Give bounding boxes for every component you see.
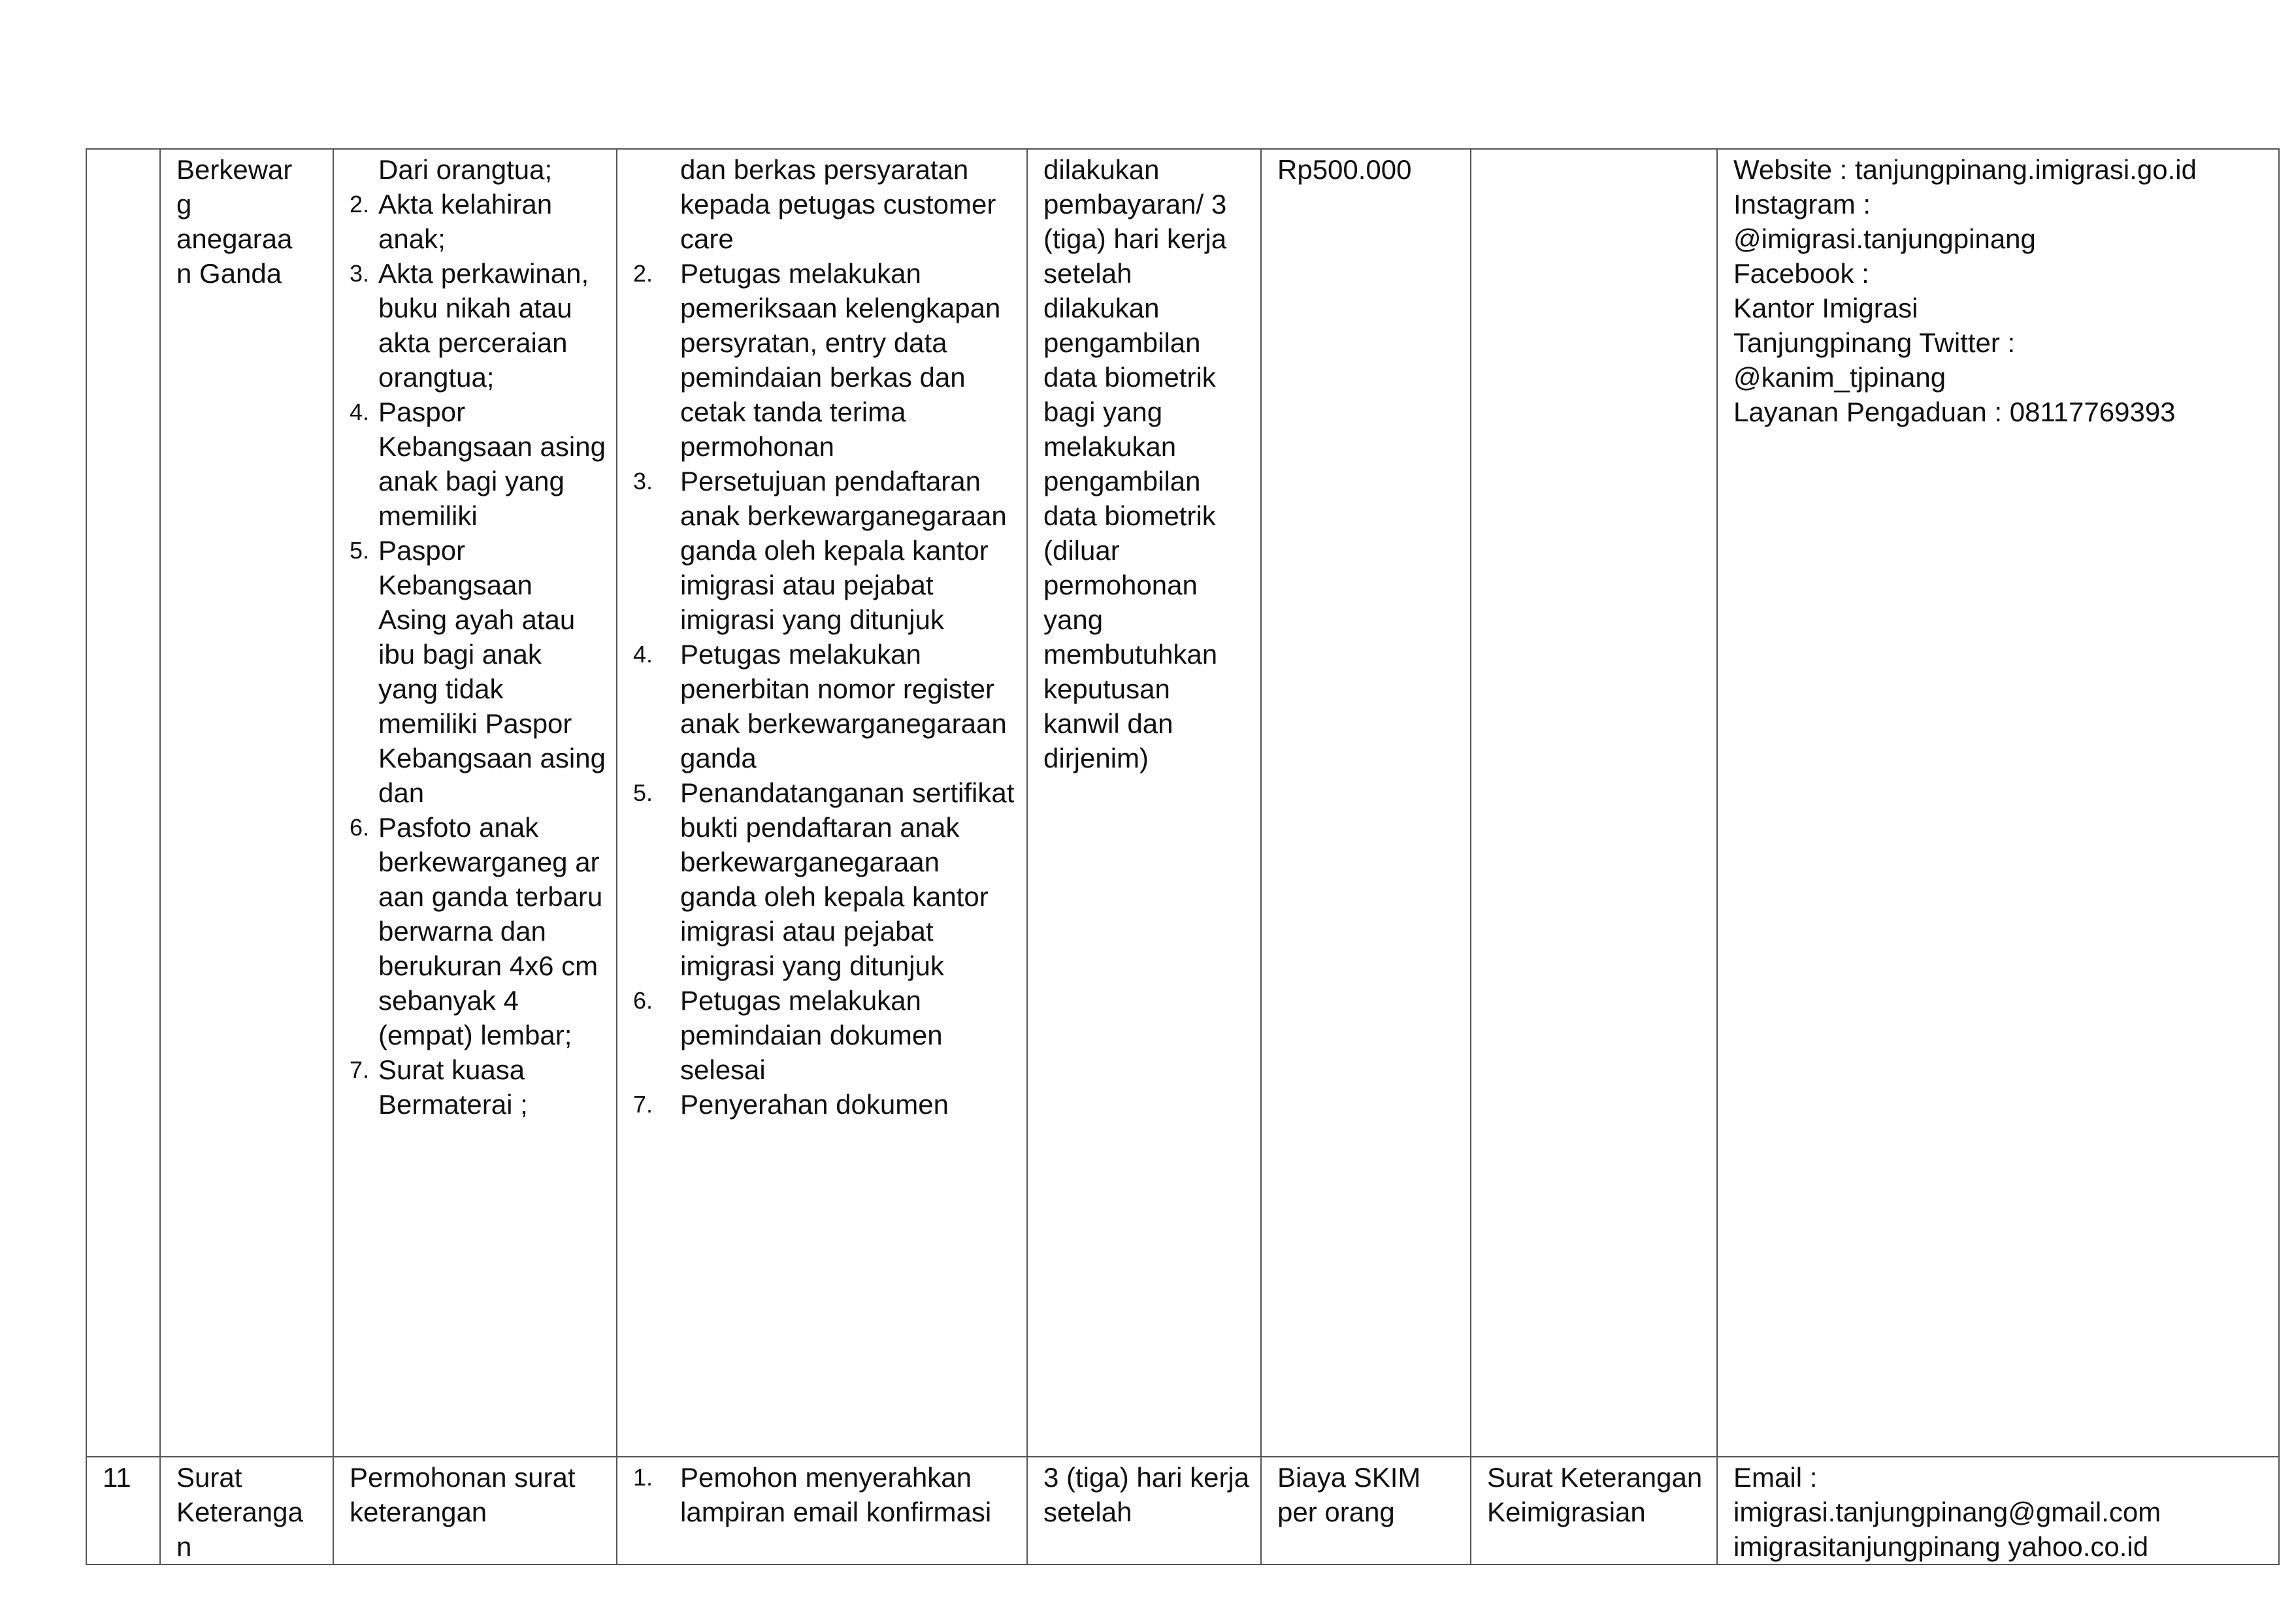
row-number-cell — [86, 149, 160, 1457]
processing-time-cell — [1027, 1457, 1261, 1565]
list-number: 1. — [633, 1464, 653, 1491]
list-item — [633, 1460, 1017, 1529]
service-name-cell — [160, 149, 333, 1457]
procedure-text: Penandatanganan sertifikat bukti pendaftaran anak berkewarganegaraan ganda oleh kepala kantor imigrasi atau pejabat imigrasi yang ditunjuk — [680, 777, 1015, 981]
product-text: Surat Keterangan Keimigrasian — [1487, 1462, 1703, 1527]
list-item — [633, 983, 1017, 1087]
procedure-continuation: dan berkas persyaratan kepada petugas customer care — [680, 154, 996, 254]
list-number: 5. — [633, 779, 653, 806]
list-item — [350, 1052, 607, 1122]
requirement-text: Permohonan surat keterangan — [350, 1462, 576, 1527]
contact-complaint-line: Layanan Pengaduan : 08117769393 — [1733, 397, 2176, 427]
list-number: 6. — [350, 814, 370, 841]
service-name-line: Keteranga — [176, 1497, 303, 1527]
cost-cell — [1261, 1457, 1471, 1565]
procedure-list — [633, 256, 1017, 1122]
contact-line: Tanjungpinang Twitter : — [1733, 327, 2016, 358]
cost-text: Rp500.000 — [1277, 154, 1412, 185]
procedure-list — [633, 1460, 1017, 1529]
list-item — [633, 637, 1017, 775]
contact-email: imigrasitanjungpinang yahoo.co.id — [1733, 1531, 2149, 1562]
requirement-text: Pasfoto anak berkewarganeg ar aan ganda terbaru berwarna dan berukuran 4x6 cm sebanyak 4 (empat) lembar; — [378, 812, 603, 1050]
procedure-text: Pemohon menyerahkan lampiran email konfirmasi — [680, 1462, 992, 1527]
procedure-text: Petugas melakukan pemeriksaan kelengkapan persyratan, entry data pemindaian berkas dan cetak tanda terima permohonan — [680, 258, 1001, 462]
list-number: 7. — [633, 1091, 653, 1118]
contact-website: Website : tanjungpinang.imigrasi.go.id — [1733, 154, 2197, 185]
list-item — [350, 187, 607, 256]
service-name-line: Berkewar — [176, 154, 293, 185]
service-name-line: n — [176, 1531, 192, 1562]
requirements-list — [350, 187, 607, 1122]
contact-cell — [1717, 1457, 2279, 1565]
list-number: 2. — [633, 260, 653, 287]
table-row — [86, 1457, 2279, 1565]
requirement-continuation: Dari orangtua; — [378, 154, 553, 185]
procedure-cell — [617, 149, 1027, 1457]
list-item — [350, 256, 607, 395]
list-number: 5. — [350, 537, 370, 564]
contact-line: Email : — [1733, 1462, 1818, 1493]
product-cell — [1471, 149, 1717, 1457]
requirement-text: Akta kelahiran anak; — [378, 189, 553, 254]
list-item — [633, 464, 1017, 637]
cost-cell — [1261, 149, 1471, 1457]
list-number: 4. — [633, 641, 653, 668]
service-standard-table — [86, 148, 2280, 1565]
service-name-line: n Ganda — [176, 258, 282, 289]
list-number: 6. — [633, 987, 653, 1014]
procedure-text: Petugas melakukan penerbitan nomor register anak berkewarganegaraan ganda — [680, 639, 1007, 773]
service-name-line: anegaraa — [176, 223, 293, 254]
list-number: 3. — [350, 260, 370, 287]
procedure-text: Persetujuan pendaftaran anak berkewarganegaraan ganda oleh kepala kantor imigrasi atau pejabat imigrasi yang ditunjuk — [680, 466, 1007, 635]
requirement-text: Surat kuasa Bermaterai ; — [378, 1054, 528, 1120]
procedure-cell — [617, 1457, 1027, 1565]
contact-line: Facebook : — [1733, 258, 1869, 289]
table-row — [86, 149, 2279, 1457]
list-item — [350, 533, 607, 810]
contact-twitter: @kanim_tjpinang — [1733, 362, 1946, 393]
processing-time-text: 3 (tiga) hari kerja setelah — [1043, 1462, 1250, 1527]
list-item — [633, 1087, 1017, 1122]
list-item — [350, 395, 607, 533]
product-cell — [1471, 1457, 1717, 1565]
list-item — [633, 775, 1017, 983]
list-item — [633, 256, 1017, 464]
service-name-line: Surat — [176, 1462, 242, 1493]
requirement-text: Paspor Kebangsaan Asing ayah atau ibu bagi anak yang tidak memiliki Paspor Kebangsaan asing dan — [378, 535, 606, 808]
requirement-text: Paspor Kebangsaan asing anak bagi yang memiliki — [378, 397, 606, 531]
procedure-text: Penyerahan dokumen — [680, 1089, 949, 1120]
contact-email: imigrasi.tanjungpinang@gmail.com — [1733, 1497, 2161, 1527]
processing-time-text: dilakukan pembayaran/ 3 (tiga) hari kerja setelah dilakukan pengambilan data biometrik bagi yang melakukan pengambilan data biometrik (diluar permohonan yang membutuhkan keputusan kanwil dan dirjenim) — [1043, 154, 1227, 773]
procedure-text: Petugas melakukan pemindaian dokumen selesai — [680, 985, 943, 1085]
cost-text: Biaya SKIM per orang — [1277, 1462, 1421, 1527]
requirements-cell — [333, 149, 617, 1457]
list-number: 7. — [350, 1056, 370, 1083]
list-number: 4. — [350, 398, 370, 425]
row-number-cell: 11 — [86, 1457, 160, 1565]
list-number: 2. — [350, 191, 370, 218]
requirements-cell — [333, 1457, 617, 1565]
service-name-cell — [160, 1457, 333, 1565]
contact-instagram: @imigrasi.tanjungpinang — [1733, 223, 2036, 254]
processing-time-cell — [1027, 149, 1261, 1457]
list-item — [350, 810, 607, 1052]
contact-line: Instagram : — [1733, 189, 1871, 219]
service-name-line: g — [176, 189, 192, 219]
contact-cell — [1717, 149, 2279, 1457]
contact-facebook: Kantor Imigrasi — [1733, 293, 1918, 323]
list-number: 3. — [633, 468, 653, 495]
requirement-text: Akta perkawinan, buku nikah atau akta perceraian orangtua; — [378, 258, 589, 393]
